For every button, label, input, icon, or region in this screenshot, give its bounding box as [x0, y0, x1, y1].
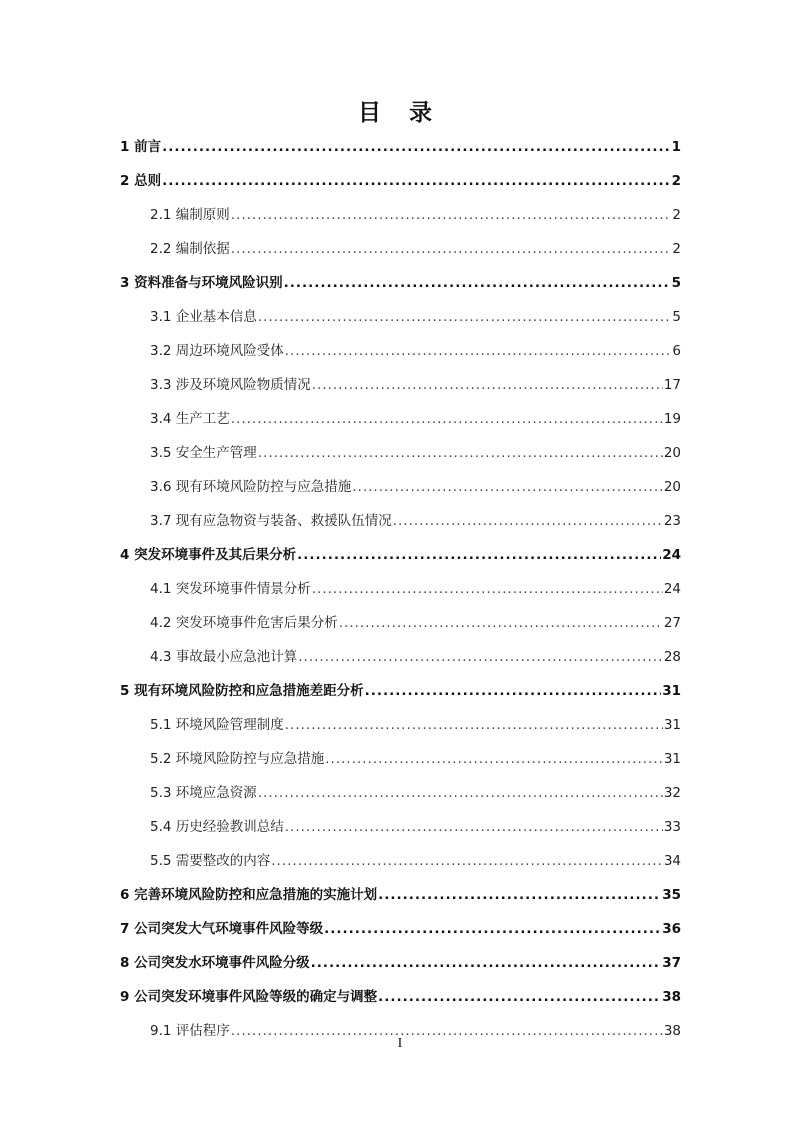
page-number: I [397, 1036, 403, 1051]
toc-entry-page-number: 34 [663, 853, 681, 869]
toc-entry-page-number: 31 [663, 751, 681, 767]
toc-entry-page-number: 20 [663, 479, 681, 495]
toc-section-entry[interactable] [150, 613, 681, 633]
toc-entry-label: 5.1 环境风险管理制度 [150, 717, 284, 733]
toc-entry-page-number: 35 [662, 887, 681, 903]
dot-leader [311, 953, 662, 973]
toc-entry-page-number: 38 [663, 1023, 681, 1039]
toc-entry-page-number: 33 [663, 819, 681, 835]
dot-leader [285, 341, 672, 361]
toc-entry-label: 4.3 事故最小应急池计算 [150, 649, 298, 665]
toc-entry-label: 2 总则 [120, 173, 162, 189]
dot-leader [297, 545, 661, 565]
dot-leader [312, 579, 663, 599]
toc-section-entry[interactable] [150, 205, 681, 225]
dot-leader [162, 137, 671, 157]
toc-section-entry[interactable] [150, 341, 681, 361]
toc-section-entry[interactable] [150, 443, 681, 463]
toc-entry-page-number: 5 [672, 309, 681, 325]
dot-leader [324, 919, 661, 939]
dot-leader [231, 409, 663, 429]
toc-entry-label: 3.6 现有环境风险防控与应急措施 [150, 479, 352, 495]
toc-entry-page-number: 2 [672, 241, 681, 257]
toc-section-entry[interactable] [150, 647, 681, 667]
toc-section-entry[interactable] [150, 511, 681, 531]
dot-leader [365, 681, 662, 701]
toc-section-entry[interactable] [150, 851, 681, 871]
toc-section-entry[interactable] [150, 715, 681, 735]
toc-chapter-entry[interactable] [120, 919, 681, 939]
toc-section-entry[interactable] [150, 307, 681, 327]
toc-entry-page-number: 2 [672, 207, 681, 223]
toc-entry-label: 3.3 涉及环境风险物质情况 [150, 377, 311, 393]
toc-section-entry[interactable] [150, 579, 681, 599]
dot-leader [378, 987, 661, 1007]
toc-entry-label: 5.4 历史经验教训总结 [150, 819, 284, 835]
toc-entry-label: 2.2 编制依据 [150, 241, 230, 257]
toc-entry-page-number: 36 [662, 921, 681, 937]
toc-chapter-entry[interactable] [120, 987, 681, 1007]
toc-section-entry[interactable] [150, 749, 681, 769]
dot-leader [258, 443, 663, 463]
toc-chapter-entry[interactable] [120, 953, 681, 973]
dot-leader [378, 885, 661, 905]
toc-section-entry[interactable] [150, 817, 681, 837]
toc-chapter-entry[interactable] [120, 171, 681, 191]
dot-leader [258, 783, 663, 803]
dot-leader [339, 613, 663, 633]
toc-entry-page-number: 31 [663, 717, 681, 733]
toc-title: 目 录 [357, 100, 442, 126]
toc-entry-label: 5.2 环境风险防控与应急措施 [150, 751, 325, 767]
dot-leader [284, 273, 671, 293]
toc-entry-page-number: 24 [663, 581, 681, 597]
toc-chapter-entry[interactable] [120, 137, 681, 157]
dot-leader [271, 851, 663, 871]
toc-section-entry[interactable] [150, 239, 681, 259]
toc-entry-page-number: 37 [662, 955, 681, 971]
toc-entry-label: 3.4 生产工艺 [150, 411, 230, 427]
toc-entry-label: 5 现有环境风险防控和应急措施差距分析 [120, 683, 364, 699]
toc-entry-page-number: 6 [672, 343, 681, 359]
toc-entry-page-number: 27 [663, 615, 681, 631]
dot-leader [285, 817, 663, 837]
dot-leader [231, 239, 672, 259]
toc-entry-label: 3.1 企业基本信息 [150, 309, 257, 325]
toc-entry-label: 5.3 环境应急资源 [150, 785, 257, 801]
toc-entry-label: 3 资料准备与环境风险识别 [120, 275, 283, 291]
toc-entry-page-number: 31 [662, 683, 681, 699]
toc-entry-label: 4.2 突发环境事件危害后果分析 [150, 615, 338, 631]
toc-entry-label: 3.2 周边环境风险受体 [150, 343, 284, 359]
toc-entry-label: 3.7 现有应急物资与装备、救援队伍情况 [150, 513, 392, 529]
toc-entry-label: 3.5 安全生产管理 [150, 445, 257, 461]
dot-leader [231, 205, 672, 225]
toc-entry-label: 7 公司突发大气环境事件风险等级 [120, 921, 324, 937]
toc-entry-label: 5.5 需要整改的内容 [150, 853, 271, 869]
toc-entry-page-number: 5 [671, 275, 681, 291]
toc-entry-page-number: 19 [663, 411, 681, 427]
toc-chapter-entry[interactable] [120, 545, 681, 565]
toc-entry-page-number: 20 [663, 445, 681, 461]
toc-chapter-entry[interactable] [120, 273, 681, 293]
toc-chapter-entry[interactable] [120, 885, 681, 905]
toc-entry-page-number: 23 [663, 513, 681, 529]
dot-leader [298, 647, 663, 667]
dot-leader [312, 375, 663, 395]
toc-entry-page-number: 2 [671, 173, 681, 189]
toc-entry-page-number: 17 [663, 377, 681, 393]
dot-leader [393, 511, 663, 531]
toc-entry-page-number: 32 [663, 785, 681, 801]
toc-entry-label: 4 突发环境事件及其后果分析 [120, 547, 297, 563]
toc-section-entry[interactable] [150, 409, 681, 429]
dot-leader [285, 715, 663, 735]
toc-entry-label: 1 前言 [120, 139, 162, 155]
toc-entry-label: 2.1 编制原则 [150, 207, 230, 223]
dot-leader [258, 307, 672, 327]
toc-entry-label: 9 公司突发环境事件风险等级的确定与调整 [120, 989, 378, 1005]
dot-leader [352, 477, 663, 497]
toc-section-entry[interactable] [150, 477, 681, 497]
toc-section-entry[interactable] [150, 783, 681, 803]
toc-chapter-entry[interactable] [120, 681, 681, 701]
toc-entry-label: 8 公司突发水环境事件风险分级 [120, 955, 310, 971]
toc-entry-page-number: 24 [662, 547, 681, 563]
toc-entry-label: 6 完善环境风险防控和应急措施的实施计划 [120, 887, 378, 903]
toc-entry-label: 9.1 评估程序 [150, 1023, 230, 1039]
toc-entry-page-number: 28 [663, 649, 681, 665]
toc-section-entry[interactable] [150, 375, 681, 395]
toc-entry-page-number: 38 [662, 989, 681, 1005]
dot-leader [162, 171, 671, 191]
dot-leader [325, 749, 663, 769]
toc-entry-page-number: 1 [671, 139, 681, 155]
toc-entry-label: 4.1 突发环境事件情景分析 [150, 581, 311, 597]
